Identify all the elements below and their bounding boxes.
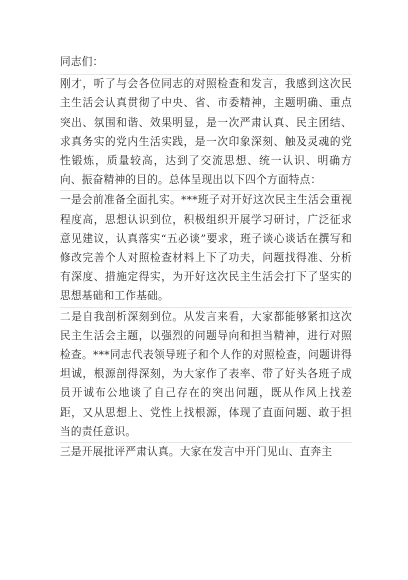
document-body: [60, 53, 352, 462]
paragraph-point-two: 二是自我剖析深刻到位。从发言来看，大家都能够紧扣这次民主生活会主题，以强烈的问题导向和担当精神，进行对照检查。***同志代表领导班子和个人作的对照检查，问题讲得坦诚，根源剖得深刻，为大家作了表率、带了好头各班子成员开诚布公地谈了自己存在的突出问题，既从作风上找差距，又从思想上、党性上找根源，体现了直面问题、敢于担当的责任意识。: [60, 307, 352, 442]
paragraph-point-one: 一是会前准备全面扎实。***班子对开好这次民主生活会重视程度高，思想认识到位，积极组织开展学习研讨，广泛征求意见建议，认真落实“五必谈”要求，班子谈心谈话在撰写和修改完善个人对照检查材料上下了功夫，问题找得准、分析有深度、措施定得实，为开好这次民主生活会打下了坚实的思想基础和工作基础。: [60, 190, 352, 306]
paragraph-opening: 刚才，听了与会各位同志的对照检查和发言，我感到这次民主生活会认真贯彻了中央、省、市委精神，主题明确、重点突出、氛围和谐、效果明显，是一次严肃认真、民主团结、求真务实的党内生活实践，是一次印象深刻、触及灵魂的党性锻炼，质量较高，达到了交流思想、统一认识、明确方向、振奋精神的目的。总体呈现出以下四个方面特点：: [60, 74, 352, 190]
paragraph-point-three: 三是开展批评严肃认真。大家在发言中开门见山、直奔主: [60, 442, 352, 462]
greeting: 同志们：: [60, 56, 104, 68]
